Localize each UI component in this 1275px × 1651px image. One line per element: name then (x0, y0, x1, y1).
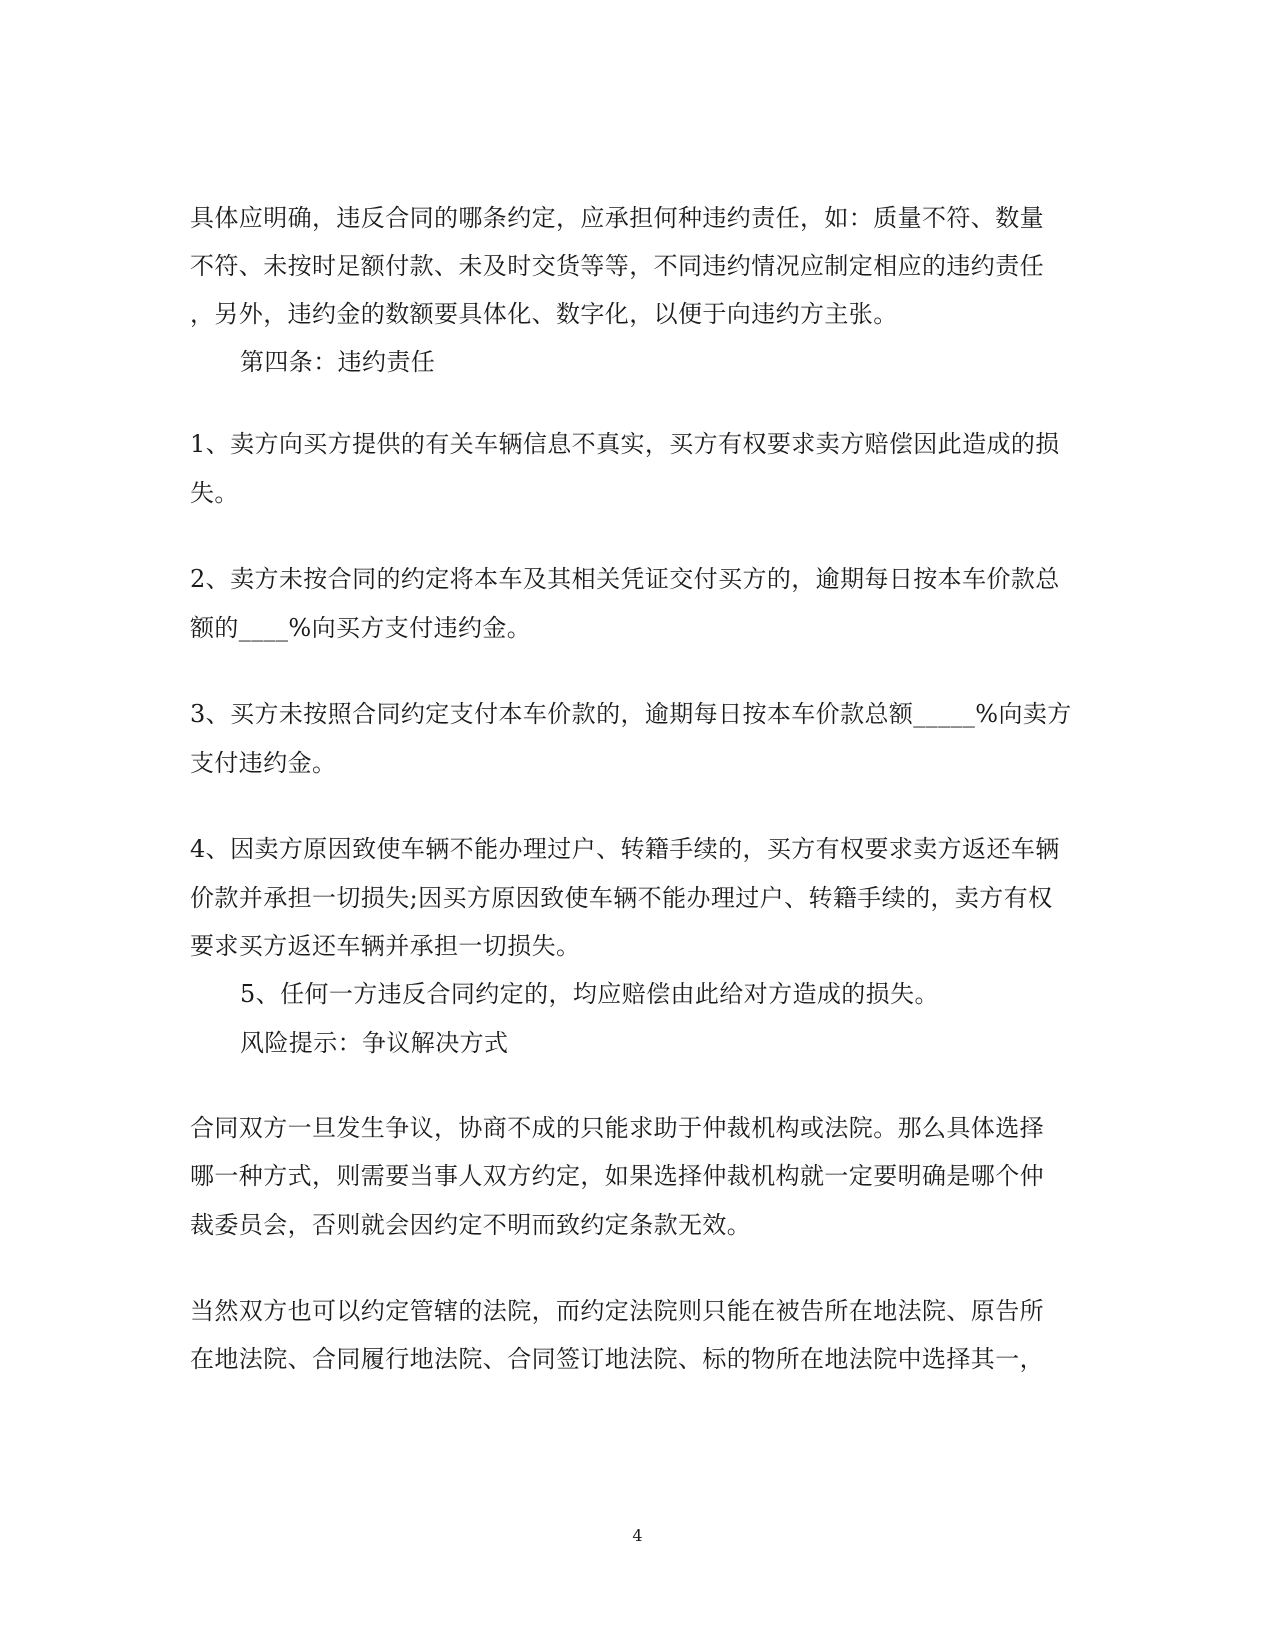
text-line: 4、因卖方原因致使车辆不能办理过户、转籍手续的，买方有权要求卖方返还车辆 (190, 835, 1060, 863)
text-line: 支付违约金。 (190, 749, 337, 777)
text-line: 价款并承担一切损失;因买方原因致使车辆不能办理过户、转籍手续的，卖方有权 (190, 884, 1053, 912)
section-heading: 风险提示：争议解决方式 (240, 1029, 509, 1057)
text-line: 2、卖方未按合同的约定将本车及其相关凭证交付买方的，逾期每日按本车价款总 (190, 565, 1060, 593)
text-line: 1、卖方向买方提供的有关车辆信息不真实，买方有权要求卖方赔偿因此造成的损 (190, 430, 1060, 458)
text-line: 3、买方未按照合同约定支付本车价款的，逾期每日按本车价款总额_____%向卖方 (190, 700, 1072, 728)
text-line: 裁委员会，否则就会因约定不明而致约定条款无效。 (190, 1211, 752, 1239)
text-line: 哪一种方式，则需要当事人双方约定，如果选择仲裁机构就一定要明确是哪个仲 (190, 1162, 1044, 1190)
section-heading: 第四条：违约责任 (240, 348, 436, 376)
text-line: 不符、未按时足额付款、未及时交货等等，不同违约情况应制定相应的违约责任 (190, 252, 1044, 280)
text-line: 当然双方也可以约定管辖的法院，而约定法院则只能在被告所在地法院、原告所 (190, 1297, 1044, 1325)
text-line: 额的____%向买方支付违约金。 (190, 614, 532, 642)
text-line: 5、任何一方违反合同约定的，均应赔偿由此给对方造成的损失。 (240, 980, 939, 1008)
text-line: ，另外，违约金的数额要具体化、数字化，以便于向违约方主张。 (190, 300, 898, 328)
page-number: 4 (632, 1526, 643, 1545)
text-line: 在地法院、合同履行地法院、合同签订地法院、标的物所在地法院中选择其一， (190, 1345, 1044, 1373)
text-line: 具体应明确，违反合同的哪条约定，应承担何种违约责任，如：质量不符、数量 (190, 204, 1044, 232)
text-line: 合同双方一旦发生争议，协商不成的只能求助于仲裁机构或法院。那么具体选择 (190, 1114, 1044, 1142)
text-line: 失。 (190, 479, 239, 507)
text-line: 要求买方返还车辆并承担一切损失。 (190, 932, 581, 960)
